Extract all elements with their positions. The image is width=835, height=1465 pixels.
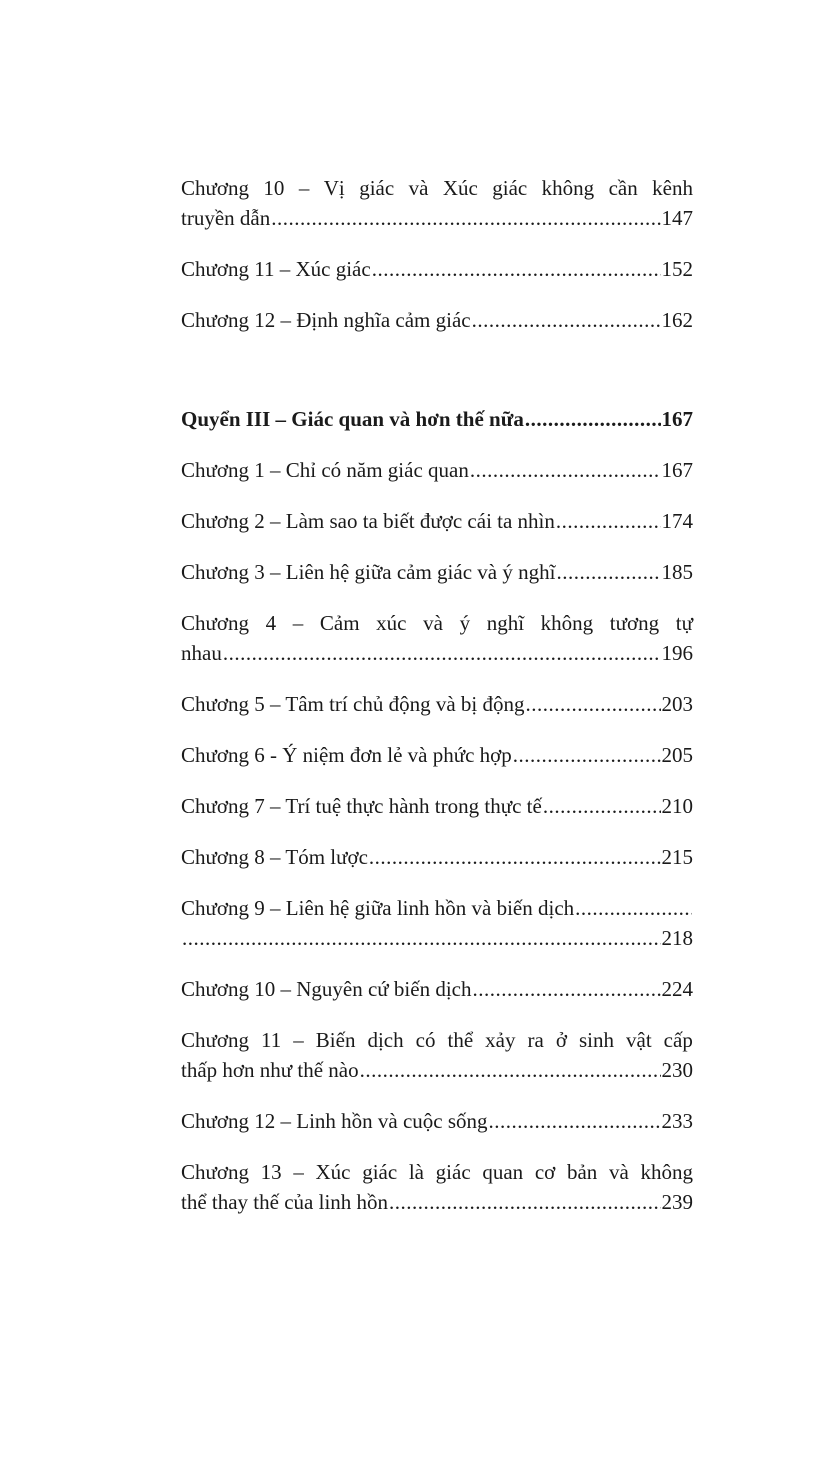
toc-entry-word: không xyxy=(541,176,595,200)
dot-leader xyxy=(472,305,661,335)
toc-page-number: 218 xyxy=(661,926,693,950)
toc-entry-title: Chương 5 – Tâm trí chủ động và bị động xyxy=(181,692,525,716)
toc-entry-word: và xyxy=(423,611,443,635)
dot-leader xyxy=(556,557,660,587)
toc-entry-word: ý xyxy=(459,611,471,635)
toc-entry-word: tương xyxy=(609,611,660,635)
toc-entry-title: Chương 10 – Nguyên cứ biến dịch xyxy=(181,977,472,1001)
toc-entry-word: cấp xyxy=(663,1028,693,1052)
toc-page-number: 224 xyxy=(661,977,693,1001)
dot-leader xyxy=(360,1055,661,1085)
toc-entry-word: dịch xyxy=(367,1028,404,1052)
toc-entry-word: ở xyxy=(555,1028,567,1052)
toc-entry-word: cần xyxy=(608,176,638,200)
toc-entry-word: – xyxy=(293,1160,304,1184)
dot-leader xyxy=(182,923,661,953)
toc-entry-word: Chương xyxy=(181,1160,249,1184)
toc-entry-word: cơ xyxy=(534,1160,556,1184)
toc-page-number: 239 xyxy=(661,1190,693,1214)
toc-page-number: 205 xyxy=(661,743,693,767)
toc-entry[interactable] xyxy=(181,1025,693,1085)
toc-entry-word: 13 xyxy=(260,1160,282,1184)
toc-entry-first-line xyxy=(181,173,693,203)
toc-entry-title-line: Chương 9 – Liên hệ giữa linh hồn và biến dịch xyxy=(181,896,575,920)
toc-entry-title: Chương 7 – Trí tuệ thực hành trong thực tế xyxy=(181,794,542,818)
toc-entry-word: Chương xyxy=(181,176,249,200)
toc-entry-title-line: thấp hơn như thế nào xyxy=(181,1058,359,1082)
toc-entry-line xyxy=(181,842,693,872)
toc-entry-word: quan xyxy=(482,1160,524,1184)
toc-entry-first-line xyxy=(181,1025,693,1055)
toc-page-number: 152 xyxy=(661,257,693,281)
toc-page-number: 162 xyxy=(661,308,693,332)
toc-page-number: 167 xyxy=(661,407,693,431)
toc-entry-last-line xyxy=(181,1055,693,1085)
toc-entry-last-line xyxy=(181,638,693,668)
toc-entry[interactable] xyxy=(181,689,693,719)
toc-entry-line xyxy=(181,254,693,284)
toc-entry[interactable] xyxy=(181,506,693,536)
toc-entry[interactable] xyxy=(181,254,693,284)
toc-page-number: 196 xyxy=(661,641,693,665)
dot-leader xyxy=(271,203,660,233)
toc-entry[interactable] xyxy=(181,1106,693,1136)
toc-entry[interactable] xyxy=(181,974,693,1004)
toc-entry-word: bản xyxy=(566,1160,598,1184)
toc-entry-word: thể xyxy=(447,1028,474,1052)
toc-entry-word: sinh xyxy=(578,1028,614,1052)
toc-entry-word: Chương xyxy=(181,1028,249,1052)
toc-page-number: 230 xyxy=(661,1058,693,1082)
toc-entry[interactable] xyxy=(181,557,693,587)
toc-entry-word: Biến xyxy=(315,1028,356,1052)
toc-entry-line xyxy=(181,974,693,1004)
toc-entry-line xyxy=(181,689,693,719)
toc-entry[interactable] xyxy=(181,842,693,872)
toc-entry-word: giác xyxy=(362,1160,398,1184)
toc-entry[interactable] xyxy=(181,455,693,485)
dot-leader xyxy=(223,638,661,668)
toc-page-number: 203 xyxy=(661,692,693,716)
toc-entry-last-line xyxy=(181,923,693,953)
dot-leader xyxy=(369,842,661,872)
toc-entry-word: tự xyxy=(675,611,693,635)
toc-part-heading[interactable] xyxy=(181,404,693,434)
toc-entry-word: 4 xyxy=(265,611,277,635)
toc-entry-title: Chương 6 - Ý niệm đơn lẻ và phức hợp xyxy=(181,743,512,767)
toc-entry-title-line: nhau xyxy=(181,641,222,665)
toc-entry-word: – xyxy=(293,1028,304,1052)
toc-entry-line xyxy=(181,1106,693,1136)
toc-entry-line xyxy=(181,305,693,335)
toc-entry-word: vật xyxy=(626,1028,652,1052)
toc-entry-word: Xúc xyxy=(315,1160,351,1184)
toc-entry-word: giác xyxy=(359,176,395,200)
toc-page-number: 174 xyxy=(661,509,693,533)
dot-leader xyxy=(470,455,661,485)
toc-entry-word: không xyxy=(540,611,594,635)
toc-page-number: 210 xyxy=(661,794,693,818)
toc-entry-word: giác xyxy=(492,176,528,200)
toc-entry-title-line: truyền dẫn xyxy=(181,206,271,230)
toc-entry[interactable] xyxy=(181,791,693,821)
toc-entry[interactable] xyxy=(181,608,693,668)
dot-leader xyxy=(489,1106,661,1136)
toc-entry-title: Chương 12 – Định nghĩa cảm giác xyxy=(181,308,471,332)
toc-entry-word: Vị xyxy=(323,176,345,200)
dot-leader xyxy=(526,689,661,719)
toc-entry-line xyxy=(181,506,693,536)
dot-leader xyxy=(556,506,661,536)
toc-entry-line xyxy=(181,404,693,434)
dot-leader xyxy=(525,404,661,434)
toc-entry-title: Chương 3 – Liên hệ giữa cảm giác và ý nghĩ xyxy=(181,560,556,584)
dot-leader xyxy=(575,893,692,923)
toc-page-number: 185 xyxy=(661,560,693,584)
toc-entry[interactable] xyxy=(181,893,693,953)
toc-entry-word: Chương xyxy=(181,611,249,635)
section-gap xyxy=(181,356,693,404)
toc-entry-word: kênh xyxy=(652,176,693,200)
toc-entry-word: là xyxy=(408,1160,424,1184)
toc-entry-line xyxy=(181,791,693,821)
toc-entry-title: Chương 1 – Chỉ có năm giác quan xyxy=(181,458,469,482)
toc-page-number: 167 xyxy=(661,458,693,482)
toc-entry-first-line xyxy=(181,893,693,923)
toc-entry-word: ra xyxy=(527,1028,544,1052)
toc-page-number: 147 xyxy=(661,206,693,230)
toc-entry-title: Chương 12 – Linh hồn và cuộc sống xyxy=(181,1109,488,1133)
toc-entry-first-line xyxy=(181,608,693,638)
toc-entry-first-line xyxy=(181,1157,693,1187)
toc-part-title: Quyển III – Giác quan và hơn thế nữa xyxy=(181,407,524,431)
toc-page-number: 233 xyxy=(661,1109,693,1133)
dot-leader xyxy=(513,740,661,770)
toc-entry-word: 11 xyxy=(261,1028,282,1052)
toc-entry-title: Chương 2 – Làm sao ta biết được cái ta nhìn xyxy=(181,509,555,533)
toc-entry[interactable] xyxy=(181,1157,693,1217)
toc-entry-title-line: thể thay thế của linh hồn xyxy=(181,1190,389,1214)
toc-entry-word: và xyxy=(408,176,429,200)
dot-leader xyxy=(543,791,661,821)
toc-entry-line xyxy=(181,740,693,770)
toc-entry-title: Chương 8 – Tóm lược xyxy=(181,845,368,869)
toc-entry-word: giác xyxy=(435,1160,471,1184)
toc-page-number: 215 xyxy=(661,845,693,869)
dot-leader xyxy=(389,1187,660,1217)
toc-entry-word: không xyxy=(640,1160,693,1184)
toc-entry-line xyxy=(181,557,693,587)
dot-leader xyxy=(372,254,661,284)
toc-entry-word: xúc xyxy=(376,611,407,635)
toc-entry[interactable] xyxy=(181,740,693,770)
toc-entry-word: 10 xyxy=(263,176,285,200)
toc-entry-title: Chương 11 – Xúc giác xyxy=(181,257,371,281)
toc-entry-last-line xyxy=(181,203,693,233)
toc-entry-word: có xyxy=(415,1028,436,1052)
table-of-contents xyxy=(181,173,693,1238)
toc-entry-word: nghĩ xyxy=(486,611,525,635)
toc-entry-line xyxy=(181,455,693,485)
dot-leader xyxy=(473,974,661,1004)
toc-entry[interactable] xyxy=(181,173,693,233)
toc-entry-word: Cảm xyxy=(319,611,360,635)
toc-entry-word: Xúc xyxy=(442,176,478,200)
toc-entry-word: – xyxy=(298,176,310,200)
toc-entry-word: – xyxy=(292,611,304,635)
toc-entry-last-line xyxy=(181,1187,693,1217)
toc-entry-word: và xyxy=(608,1160,629,1184)
toc-entry[interactable] xyxy=(181,305,693,335)
toc-entry-word: xảy xyxy=(485,1028,516,1052)
